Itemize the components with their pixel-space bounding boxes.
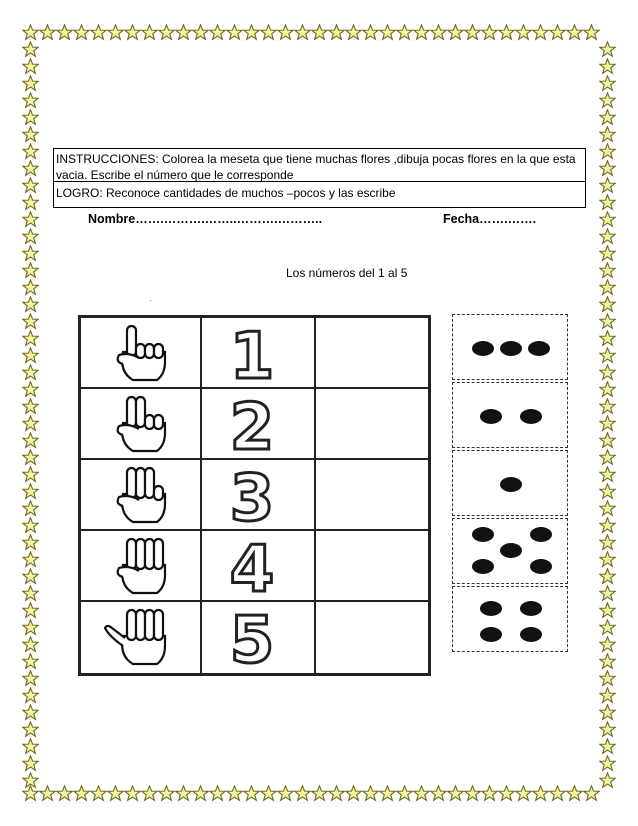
star-icon — [22, 466, 39, 483]
numbers-table — [78, 315, 431, 676]
star-icon — [498, 785, 515, 802]
star-icon — [447, 24, 464, 41]
star-icon — [532, 785, 549, 802]
left-star-border — [22, 41, 39, 789]
star-icon — [73, 785, 90, 802]
star-icon — [22, 109, 39, 126]
star-icon — [311, 24, 328, 41]
star-icon — [599, 670, 616, 687]
star-icon — [599, 738, 616, 755]
outlined-numeral — [215, 466, 289, 524]
star-icon — [345, 785, 362, 802]
star-icon — [328, 785, 345, 802]
star-icon — [22, 687, 39, 704]
outlined-numeral — [215, 324, 289, 382]
table-row — [81, 460, 428, 531]
dice-column — [452, 314, 568, 652]
star-icon — [599, 143, 616, 160]
star-icon — [566, 24, 583, 41]
outlined-numeral — [215, 608, 289, 666]
star-icon — [345, 24, 362, 41]
dice-box-2 — [452, 382, 568, 448]
star-icon — [22, 126, 39, 143]
star-icon — [311, 785, 328, 802]
dice-dot — [500, 341, 522, 356]
star-icon — [22, 143, 39, 160]
star-icon — [22, 653, 39, 670]
star-icon — [56, 785, 73, 802]
star-icon — [226, 785, 243, 802]
hand-5-fingers-icon — [99, 606, 185, 668]
star-icon — [141, 24, 158, 41]
star-icon — [22, 58, 39, 75]
star-icon — [141, 785, 158, 802]
star-icon — [464, 24, 481, 41]
star-icon — [294, 785, 311, 802]
star-icon — [22, 92, 39, 109]
dice-box-4 — [452, 586, 568, 652]
star-icon — [158, 785, 175, 802]
dice-box-1 — [452, 450, 568, 516]
table-row — [81, 318, 428, 389]
star-icon — [22, 347, 39, 364]
star-icon — [175, 24, 192, 41]
empty-answer-cell[interactable] — [317, 318, 428, 387]
star-icon — [599, 772, 616, 789]
star-icon — [192, 24, 209, 41]
dice-dot — [472, 559, 494, 574]
star-icon — [22, 24, 39, 41]
star-icon — [532, 24, 549, 41]
star-icon — [22, 517, 39, 534]
star-icon — [22, 585, 39, 602]
dice-dot — [530, 527, 552, 542]
hand-2-fingers-icon — [99, 393, 185, 455]
star-icon — [379, 785, 396, 802]
star-icon — [22, 483, 39, 500]
star-icon — [90, 785, 107, 802]
outlined-numeral — [215, 395, 289, 453]
dice-box-5 — [452, 518, 568, 584]
star-icon — [396, 24, 413, 41]
star-icon — [599, 483, 616, 500]
empty-answer-cell[interactable] — [317, 531, 428, 600]
star-icon — [599, 619, 616, 636]
star-icon — [599, 432, 616, 449]
star-icon — [599, 279, 616, 296]
star-icon — [73, 24, 90, 41]
star-icon — [22, 296, 39, 313]
star-icon — [599, 602, 616, 619]
star-icon — [22, 160, 39, 177]
star-icon — [22, 330, 39, 347]
star-icon — [90, 24, 107, 41]
top-star-border — [22, 24, 600, 41]
star-icon — [396, 785, 413, 802]
star-icon — [599, 551, 616, 568]
star-icon — [599, 160, 616, 177]
star-icon — [22, 313, 39, 330]
star-icon — [599, 296, 616, 313]
star-icon — [599, 211, 616, 228]
star-icon — [599, 449, 616, 466]
hand-1-fingers-icon — [99, 322, 185, 384]
star-icon — [599, 313, 616, 330]
dice-dot — [528, 341, 550, 356]
star-icon — [22, 194, 39, 211]
star-icon — [260, 785, 277, 802]
star-icon — [277, 785, 294, 802]
empty-answer-cell[interactable] — [317, 389, 428, 458]
star-icon — [430, 785, 447, 802]
star-icon — [22, 262, 39, 279]
star-icon — [192, 785, 209, 802]
dice-dot — [480, 601, 502, 616]
star-icon — [22, 245, 39, 262]
star-icon — [599, 653, 616, 670]
star-icon — [22, 670, 39, 687]
star-icon — [549, 24, 566, 41]
star-icon — [22, 568, 39, 585]
star-icon — [599, 330, 616, 347]
star-icon — [107, 24, 124, 41]
name-field: Nombre…….……….……..……….……….. — [88, 212, 323, 226]
star-icon — [22, 738, 39, 755]
star-icon — [56, 24, 73, 41]
star-icon — [260, 24, 277, 41]
star-icon — [22, 636, 39, 653]
star-icon — [22, 75, 39, 92]
star-icon — [107, 785, 124, 802]
dice-dot — [500, 543, 522, 558]
outlined-numeral — [215, 537, 289, 595]
star-icon — [124, 24, 141, 41]
dice-dot — [520, 627, 542, 642]
star-icon — [209, 24, 226, 41]
star-icon — [599, 398, 616, 415]
star-icon — [362, 24, 379, 41]
star-icon — [430, 24, 447, 41]
right-star-border — [599, 41, 616, 789]
star-icon — [22, 772, 39, 789]
star-icon — [22, 415, 39, 432]
star-icon — [515, 785, 532, 802]
star-icon — [599, 415, 616, 432]
svg-text:3: 3 — [229, 466, 275, 524]
star-icon — [515, 24, 532, 41]
star-icon — [599, 194, 616, 211]
instructions-box — [53, 148, 586, 208]
star-icon — [22, 721, 39, 738]
star-icon — [22, 177, 39, 194]
star-icon — [599, 534, 616, 551]
page-title: Los números del 1 al 5 — [286, 266, 408, 280]
star-icon — [599, 262, 616, 279]
table-row — [81, 531, 428, 602]
star-icon — [599, 228, 616, 245]
date-field: Fecha…….……. — [443, 212, 537, 226]
instructions-text: INSTRUCCIONES: Colorea la meseta que tiene muchas flores ,dibuja pocas flores en la que esta vacia. Escribe el número que le corresponde — [54, 149, 585, 182]
star-icon — [328, 24, 345, 41]
star-icon — [175, 785, 192, 802]
hand-3-fingers-icon — [99, 464, 185, 526]
dice-dot — [500, 477, 522, 492]
star-icon — [599, 92, 616, 109]
star-icon — [599, 364, 616, 381]
dice-dot — [472, 527, 494, 542]
star-icon — [549, 785, 566, 802]
star-icon — [22, 364, 39, 381]
dice-dot — [480, 627, 502, 642]
star-icon — [22, 41, 39, 58]
svg-text:4: 4 — [229, 537, 275, 595]
dice-dot — [520, 409, 542, 424]
star-icon — [599, 585, 616, 602]
star-icon — [599, 109, 616, 126]
star-icon — [481, 785, 498, 802]
star-icon — [599, 126, 616, 143]
star-icon — [39, 785, 56, 802]
star-icon — [413, 785, 430, 802]
star-icon — [413, 24, 430, 41]
star-icon — [599, 245, 616, 262]
star-icon — [599, 721, 616, 738]
star-icon — [362, 785, 379, 802]
star-icon — [294, 24, 311, 41]
star-icon — [464, 785, 481, 802]
star-icon — [599, 466, 616, 483]
star-icon — [599, 517, 616, 534]
star-icon — [379, 24, 396, 41]
star-icon — [22, 449, 39, 466]
table-row — [81, 389, 428, 460]
dice-dot — [520, 601, 542, 616]
star-icon — [22, 534, 39, 551]
star-icon — [22, 755, 39, 772]
star-icon — [158, 24, 175, 41]
svg-text:5: 5 — [229, 608, 275, 666]
svg-text:2: 2 — [229, 395, 275, 453]
star-icon — [583, 785, 600, 802]
star-icon — [22, 704, 39, 721]
star-icon — [599, 347, 616, 364]
dice-box-3 — [452, 314, 568, 380]
star-icon — [599, 58, 616, 75]
star-icon — [226, 24, 243, 41]
star-icon — [599, 687, 616, 704]
star-icon — [22, 500, 39, 517]
stray-mark: · — [149, 296, 152, 305]
star-icon — [599, 75, 616, 92]
hand-4-fingers-icon — [99, 535, 185, 597]
star-icon — [243, 785, 260, 802]
star-icon — [22, 211, 39, 228]
dice-dot — [472, 341, 494, 356]
star-icon — [22, 381, 39, 398]
star-icon — [22, 619, 39, 636]
star-icon — [599, 41, 616, 58]
star-icon — [599, 500, 616, 517]
star-icon — [39, 24, 56, 41]
star-icon — [599, 704, 616, 721]
star-icon — [583, 24, 600, 41]
empty-answer-cell[interactable] — [317, 460, 428, 529]
star-icon — [599, 177, 616, 194]
star-icon — [599, 636, 616, 653]
star-icon — [498, 24, 515, 41]
empty-answer-cell[interactable] — [317, 602, 428, 673]
star-icon — [447, 785, 464, 802]
star-icon — [599, 381, 616, 398]
svg-text:1: 1 — [229, 324, 275, 382]
star-icon — [22, 602, 39, 619]
logro-text: LOGRO: Reconoce cantidades de muchos –pocos y las escribe — [56, 186, 396, 200]
star-icon — [22, 551, 39, 568]
dice-dot — [530, 559, 552, 574]
bottom-star-border — [22, 785, 600, 802]
star-icon — [22, 279, 39, 296]
star-icon — [566, 785, 583, 802]
star-icon — [124, 785, 141, 802]
star-icon — [277, 24, 294, 41]
star-icon — [599, 755, 616, 772]
star-icon — [243, 24, 260, 41]
star-icon — [22, 398, 39, 415]
star-icon — [481, 24, 498, 41]
table-row — [81, 602, 428, 673]
star-icon — [22, 432, 39, 449]
star-icon — [209, 785, 226, 802]
star-icon — [599, 568, 616, 585]
dice-dot — [480, 409, 502, 424]
star-icon — [22, 228, 39, 245]
